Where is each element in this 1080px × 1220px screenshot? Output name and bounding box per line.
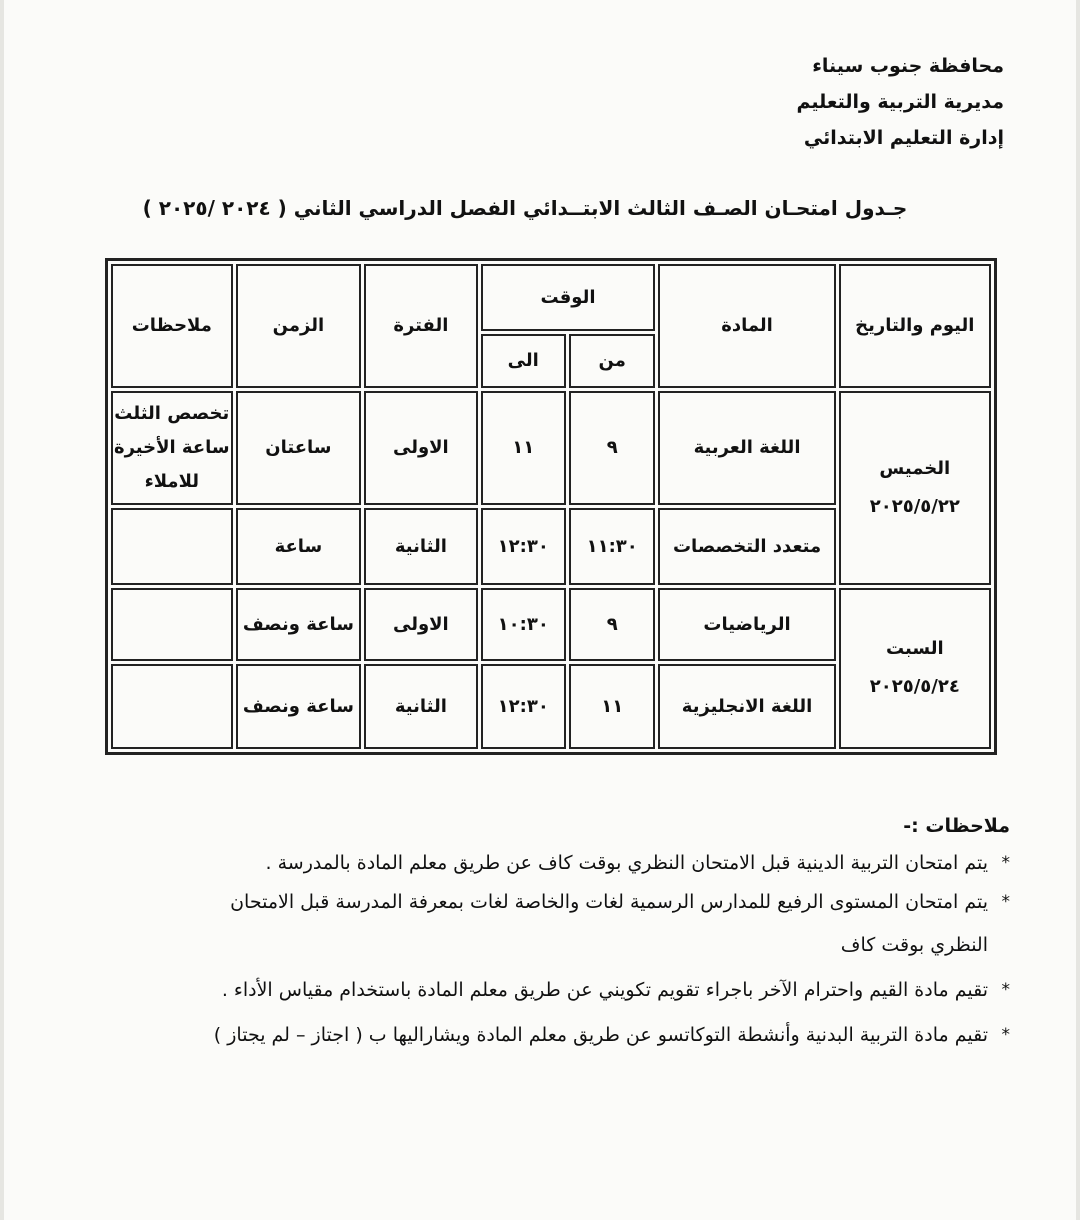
day-name: الخميس xyxy=(879,457,951,479)
asterisk-bullet-icon: * xyxy=(1001,853,1010,873)
note-text: تقيم مادة التربية البدنية وأنشطة التوكاتسو عن طريق معلم المادة ويشاراليها ب ( اجتاز – لم يجتاز ) xyxy=(213,1024,988,1046)
subject-cell: اللغة العربية xyxy=(658,391,835,505)
page-edge-left xyxy=(0,0,4,1220)
list-item xyxy=(80,974,1010,1007)
table-row xyxy=(111,391,991,505)
header-day-date: اليوم والتاريخ xyxy=(839,264,991,388)
time-from-cell: ٩ xyxy=(569,588,656,661)
period-cell: الثانية xyxy=(364,508,477,585)
table-row xyxy=(111,588,991,661)
period-cell: الثانية xyxy=(364,664,477,749)
period-cell: الاولى xyxy=(364,588,477,661)
header-subject: المادة xyxy=(658,264,835,388)
header-administration: إدارة التعليم الابتدائي xyxy=(803,127,1004,149)
exam-date: ٢٠٢٥/٥/٢٢ xyxy=(869,495,960,517)
list-item xyxy=(80,886,1010,962)
list-item xyxy=(80,847,1010,880)
note-line: للاملاء xyxy=(144,470,200,492)
header-governorate: محافظة جنوب سيناء xyxy=(812,55,1004,77)
notes-title: ملاحظات :- xyxy=(903,815,1010,837)
note-line: تخصص الثلث xyxy=(114,402,230,424)
duration-cell: ساعتان xyxy=(236,391,362,505)
header-time: الوقت xyxy=(481,264,656,331)
note-text-continuation: النظري بوقت كاف xyxy=(840,934,988,956)
time-to-cell: ١١ xyxy=(481,391,566,505)
notes-section xyxy=(80,815,1010,1058)
header-directorate: مديرية التربية والتعليم xyxy=(796,91,1004,113)
note-line: ساعة الأخيرة xyxy=(113,436,230,458)
document-header xyxy=(796,48,1004,156)
header-period: الفترة xyxy=(364,264,477,388)
header-notes: ملاحظات xyxy=(111,264,233,388)
note-text: تقيم مادة القيم واحترام الآخر باجراء تقويم تكويني عن طريق معلم المادة باستخدام مقياس الأداء . xyxy=(221,979,988,1001)
asterisk-bullet-icon: * xyxy=(1001,980,1010,1000)
notes-list xyxy=(80,847,1010,1052)
note-text: يتم امتحان التربية الدينية قبل الامتحان النظري بوقت كاف عن طريق معلم المادة بالمدرسة . xyxy=(265,852,988,874)
duration-cell: ساعة ونصف xyxy=(236,588,362,661)
exam-date: ٢٠٢٥/٥/٢٤ xyxy=(869,676,960,698)
subject-cell: متعدد التخصصات xyxy=(658,508,835,585)
time-from-cell: ١١ xyxy=(569,664,656,749)
time-to-cell: ١٠:٣٠ xyxy=(481,588,566,661)
time-to-cell: ١٢:٣٠ xyxy=(481,508,566,585)
day-name: السبت xyxy=(885,638,944,660)
day-date-cell xyxy=(839,391,991,585)
duration-cell: ساعة xyxy=(236,508,362,585)
time-to-cell: ١٢:٣٠ xyxy=(481,664,566,749)
asterisk-bullet-icon: * xyxy=(1001,1025,1010,1045)
subject-cell: اللغة الانجليزية xyxy=(658,664,835,749)
time-from-cell: ١١:٣٠ xyxy=(569,508,656,585)
header-duration: الزمن xyxy=(236,264,362,388)
subject-cell: الرياضيات xyxy=(658,588,835,661)
header-time-to: الى xyxy=(481,334,566,388)
list-item xyxy=(80,1019,1010,1052)
document-title: جـدول امتحـان الصـف الثالث الابتــدائي الفصل الدراسي الثاني ( ٢٠٢٤ /٢٠٢٥ ) xyxy=(142,196,908,220)
day-date-cell xyxy=(839,588,991,749)
note-cell-empty xyxy=(111,588,233,661)
exam-schedule-table xyxy=(105,258,997,755)
header-time-from: من xyxy=(569,334,656,388)
period-cell: الاولى xyxy=(364,391,477,505)
note-cell-empty xyxy=(111,664,233,749)
note-cell xyxy=(111,391,233,505)
time-from-cell: ٩ xyxy=(569,391,656,505)
page-edge-right xyxy=(1076,0,1080,1220)
note-cell-empty xyxy=(111,508,233,585)
note-text: يتم امتحان المستوى الرفيع للمدارس الرسمية لغات والخاصة لغات بمعرفة المدرسة قبل الامتحان xyxy=(230,891,988,913)
duration-cell: ساعة ونصف xyxy=(236,664,362,749)
asterisk-bullet-icon: * xyxy=(1001,892,1010,912)
